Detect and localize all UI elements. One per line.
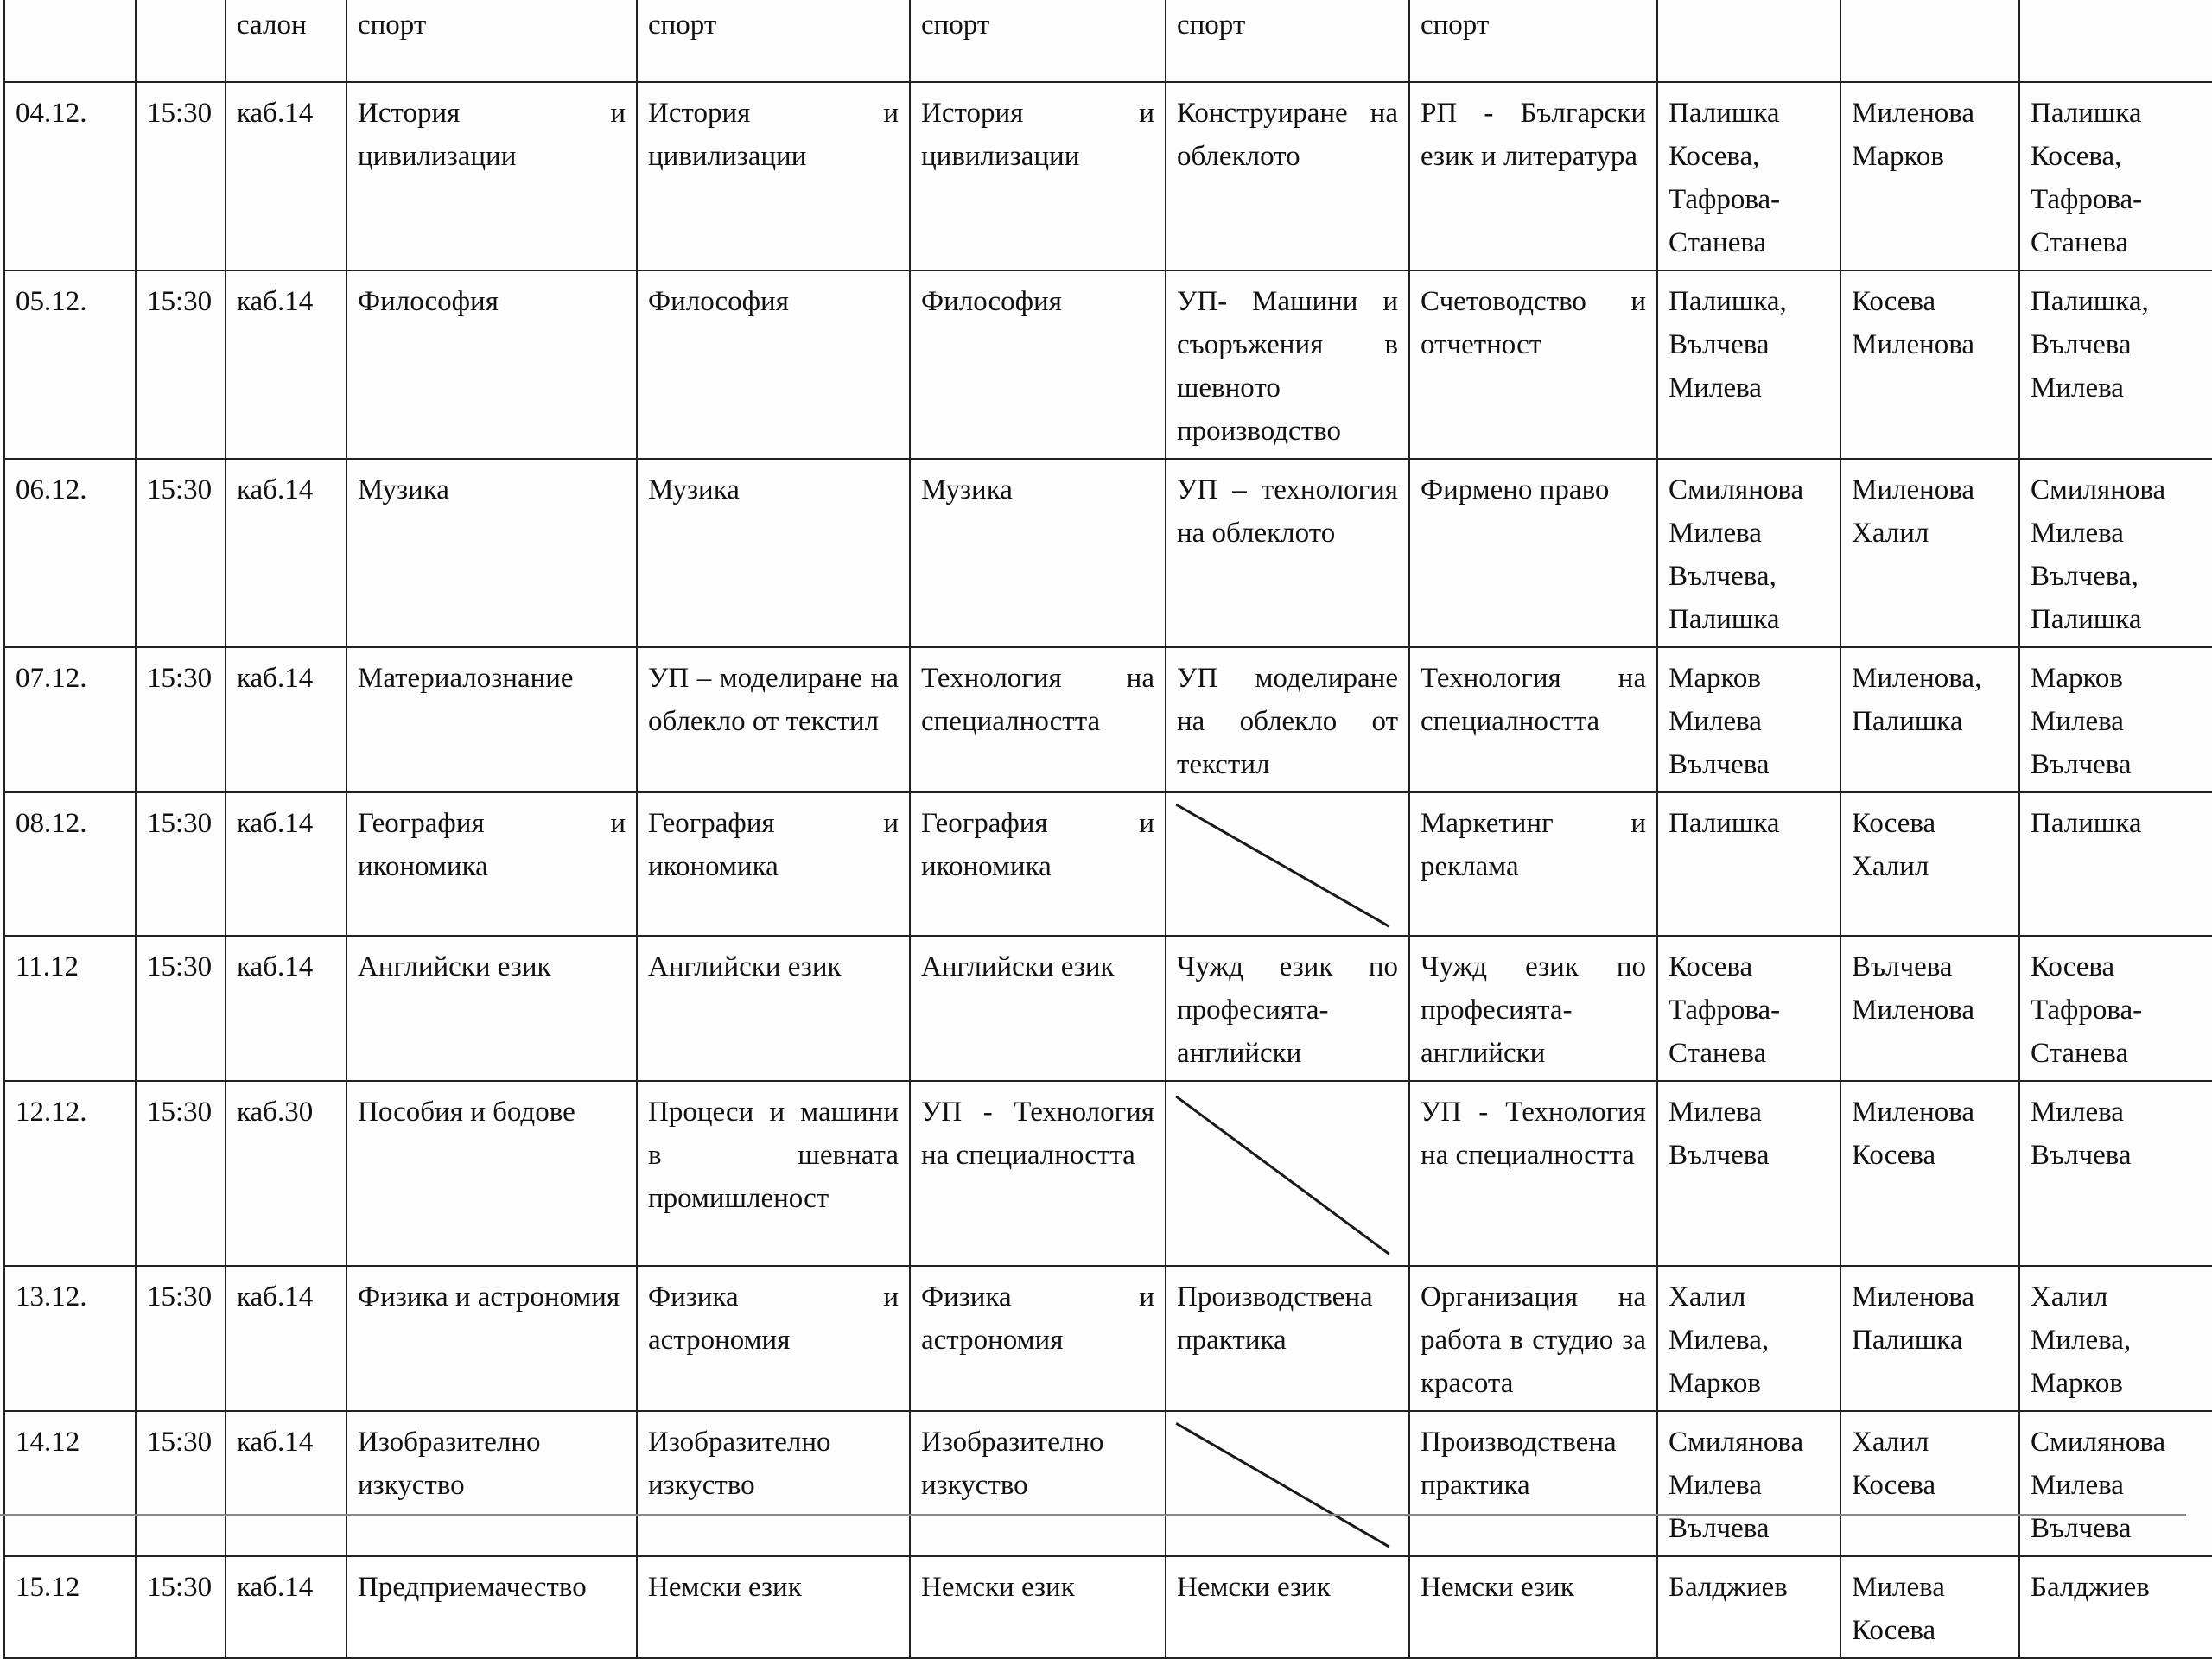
time-cell: 15:30 bbox=[136, 1081, 226, 1266]
time-cell: 15:30 bbox=[136, 459, 226, 647]
teachers-cell: Смилянова Милева Вълчева, Палишка bbox=[2019, 459, 2212, 647]
subject-cell: География и икономика bbox=[346, 792, 637, 936]
subject-cell: УП - Технология на специалността bbox=[1409, 1081, 1657, 1266]
teachers-cell: Балджиев bbox=[2019, 1556, 2212, 1658]
subject-cell: Пособия и бодове bbox=[346, 1081, 637, 1266]
room-cell: каб.14 bbox=[226, 1266, 346, 1411]
teachers-cell: Палишка Косева, Тафрова-Станева bbox=[1657, 82, 1840, 270]
time-cell: 15:30 bbox=[136, 1266, 226, 1411]
header-cell: спорт bbox=[910, 0, 1166, 82]
time-cell: 15:30 bbox=[136, 792, 226, 936]
strike-line bbox=[1176, 804, 1389, 926]
subject-cell: История и цивилизации bbox=[637, 82, 910, 270]
date-cell: 04.12. bbox=[4, 82, 136, 270]
subject-cell: Физика и астрономия bbox=[346, 1266, 637, 1411]
room-cell: каб.14 bbox=[226, 270, 346, 459]
subject-cell: Процеси и машини в шевната промишленост bbox=[637, 1081, 910, 1266]
subject-cell: Изобразително изкуство bbox=[637, 1411, 910, 1556]
subject-cell: УП моделиране на облекло от текстил bbox=[1166, 647, 1409, 792]
teachers-cell: Вълчева Миленова bbox=[1840, 936, 2019, 1081]
crossed-out-cell bbox=[1166, 1081, 1409, 1266]
subject-cell: Английски език bbox=[910, 936, 1166, 1081]
header-cell bbox=[1840, 0, 2019, 82]
date-cell: 12.12. bbox=[4, 1081, 136, 1266]
teachers-cell: Миленова Марков bbox=[1840, 82, 2019, 270]
subject-cell: Физика и астрономия bbox=[637, 1266, 910, 1411]
subject-cell: Производствена практика bbox=[1166, 1266, 1409, 1411]
teachers-cell: Миленова Палишка bbox=[1840, 1266, 2019, 1411]
header-cell: спорт bbox=[1166, 0, 1409, 82]
subject-cell: Чужд език по професията-английски bbox=[1166, 936, 1409, 1081]
subject-cell: Музика bbox=[910, 459, 1166, 647]
teachers-cell: Косева Тафрова-Станева bbox=[1657, 936, 1840, 1081]
subject-cell: Изобразително изкуство bbox=[346, 1411, 637, 1556]
subject-cell: Маркетинг и реклама bbox=[1409, 792, 1657, 936]
room-cell: каб.14 bbox=[226, 1556, 346, 1658]
subject-cell: Музика bbox=[637, 459, 910, 647]
subject-cell: Немски език bbox=[637, 1556, 910, 1658]
time-cell: 15:30 bbox=[136, 1411, 226, 1556]
teachers-cell: Палишка, Вълчева Милева bbox=[2019, 270, 2212, 459]
teachers-cell: Палишка, Вълчева Милева bbox=[1657, 270, 1840, 459]
subject-cell: Немски език bbox=[1166, 1556, 1409, 1658]
subject-cell: Материалознание bbox=[346, 647, 637, 792]
teachers-cell: Милева Косева bbox=[1840, 1556, 2019, 1658]
time-cell: 15:30 bbox=[136, 647, 226, 792]
subject-cell: Физика и астрономия bbox=[910, 1266, 1166, 1411]
date-cell: 08.12. bbox=[4, 792, 136, 936]
date-cell: 14.12 bbox=[4, 1411, 136, 1556]
time-cell: 15:30 bbox=[136, 1556, 226, 1658]
subject-cell: УП – технология на облеклото bbox=[1166, 459, 1409, 647]
subject-cell: УП – моделиране на облекло от текстил bbox=[637, 647, 910, 792]
room-cell: каб.14 bbox=[226, 459, 346, 647]
subject-cell: Немски език bbox=[910, 1556, 1166, 1658]
table-row bbox=[4, 1411, 2212, 1556]
subject-cell: Предприемачество bbox=[346, 1556, 637, 1658]
time-cell: 15:30 bbox=[136, 82, 226, 270]
header-cell bbox=[2019, 0, 2212, 82]
subject-cell: Музика bbox=[346, 459, 637, 647]
table-row bbox=[4, 82, 2212, 270]
subject-cell: География и икономика bbox=[910, 792, 1166, 936]
subject-cell: УП- Машини и съоръжения в шевното производство bbox=[1166, 270, 1409, 459]
subject-cell: Счетоводство и отчетност bbox=[1409, 270, 1657, 459]
subject-cell: Английски език bbox=[346, 936, 637, 1081]
subject-cell: Технология на специалността bbox=[1409, 647, 1657, 792]
header-cell bbox=[1657, 0, 1840, 82]
date-cell: 07.12. bbox=[4, 647, 136, 792]
teachers-cell: Смилянова Милева Вълчева bbox=[1657, 1411, 1840, 1556]
subject-cell: Английски език bbox=[637, 936, 910, 1081]
time-cell: 15:30 bbox=[136, 936, 226, 1081]
exam-schedule-table bbox=[3, 0, 2212, 1659]
teachers-cell: Палишка Косева, Тафрова-Станева bbox=[2019, 82, 2212, 270]
subject-cell: Философия bbox=[346, 270, 637, 459]
subject-cell: Фирмено право bbox=[1409, 459, 1657, 647]
teachers-cell: Палишка bbox=[1657, 792, 1840, 936]
diagonal-strike bbox=[1166, 1082, 1408, 1265]
date-cell: 13.12. bbox=[4, 1266, 136, 1411]
subject-cell: УП - Технология на специалността bbox=[910, 1081, 1166, 1266]
page-rule bbox=[0, 1514, 2186, 1516]
subject-cell: История и цивилизации bbox=[910, 82, 1166, 270]
teachers-cell: Косева Тафрова-Станева bbox=[2019, 936, 2212, 1081]
subject-cell: Философия bbox=[637, 270, 910, 459]
header-cell: спорт bbox=[346, 0, 637, 82]
room-cell: каб.14 bbox=[226, 936, 346, 1081]
header-cell bbox=[4, 0, 136, 82]
header-row bbox=[4, 0, 2212, 82]
table-row bbox=[4, 1556, 2212, 1658]
header-cell: спорт bbox=[637, 0, 910, 82]
subject-cell: Чужд език по професията-английски bbox=[1409, 936, 1657, 1081]
teachers-cell: Халил Косева bbox=[1840, 1411, 2019, 1556]
date-cell: 11.12 bbox=[4, 936, 136, 1081]
crossed-out-cell bbox=[1166, 1411, 1409, 1556]
subject-cell: РП - Български език и литература bbox=[1409, 82, 1657, 270]
subject-cell: Производствена практика bbox=[1409, 1411, 1657, 1556]
header-cell bbox=[136, 0, 226, 82]
teachers-cell: Милева Вълчева bbox=[1657, 1081, 1840, 1266]
header-cell: спорт bbox=[1409, 0, 1657, 82]
room-cell: каб.30 bbox=[226, 1081, 346, 1266]
crossed-out-cell bbox=[1166, 792, 1409, 936]
table-row bbox=[4, 1266, 2212, 1411]
room-cell: каб.14 bbox=[226, 792, 346, 936]
date-cell: 06.12. bbox=[4, 459, 136, 647]
teachers-cell: Марков Милева Вълчева bbox=[1657, 647, 1840, 792]
teachers-cell: Смилянова Милева Вълчева, Палишка bbox=[1657, 459, 1840, 647]
room-cell: каб.14 bbox=[226, 647, 346, 792]
teachers-cell: Косева Халил bbox=[1840, 792, 2019, 936]
subject-cell: Организация на работа в студио за красота bbox=[1409, 1266, 1657, 1411]
subject-cell: Немски език bbox=[1409, 1556, 1657, 1658]
time-cell: 15:30 bbox=[136, 270, 226, 459]
subject-cell: История и цивилизации bbox=[346, 82, 637, 270]
teachers-cell: Палишка bbox=[2019, 792, 2212, 936]
date-cell: 15.12 bbox=[4, 1556, 136, 1658]
teachers-cell: Балджиев bbox=[1657, 1556, 1840, 1658]
teachers-cell: Миленова Халил bbox=[1840, 459, 2019, 647]
teachers-cell: Косева Миленова bbox=[1840, 270, 2019, 459]
date-cell: 05.12. bbox=[4, 270, 136, 459]
teachers-cell: Халил Милева, Марков bbox=[1657, 1266, 1840, 1411]
diagonal-strike bbox=[1166, 793, 1408, 935]
diagonal-strike bbox=[1166, 1412, 1408, 1555]
teachers-cell: Смилянова Милева Вълчева bbox=[2019, 1411, 2212, 1556]
table-row bbox=[4, 1081, 2212, 1266]
teachers-cell: Марков Милева Вълчева bbox=[2019, 647, 2212, 792]
header-cell: салон bbox=[226, 0, 346, 82]
table-row bbox=[4, 936, 2212, 1081]
teachers-cell: Милева Вълчева bbox=[2019, 1081, 2212, 1266]
subject-cell: Технология на специалността bbox=[910, 647, 1166, 792]
table-row bbox=[4, 459, 2212, 647]
subject-cell: Изобразително изкуство bbox=[910, 1411, 1166, 1556]
teachers-cell: Миленова, Палишка bbox=[1840, 647, 2019, 792]
strike-line bbox=[1176, 1423, 1389, 1547]
subject-cell: Конструиране на облеклото bbox=[1166, 82, 1409, 270]
strike-line bbox=[1176, 1096, 1389, 1254]
subject-cell: География и икономика bbox=[637, 792, 910, 936]
teachers-cell: Миленова Косева bbox=[1840, 1081, 2019, 1266]
subject-cell: Философия bbox=[910, 270, 1166, 459]
room-cell: каб.14 bbox=[226, 82, 346, 270]
table-row bbox=[4, 270, 2212, 459]
table-row bbox=[4, 792, 2212, 936]
teachers-cell: Халил Милева, Марков bbox=[2019, 1266, 2212, 1411]
table-row bbox=[4, 647, 2212, 792]
room-cell: каб.14 bbox=[226, 1411, 346, 1556]
